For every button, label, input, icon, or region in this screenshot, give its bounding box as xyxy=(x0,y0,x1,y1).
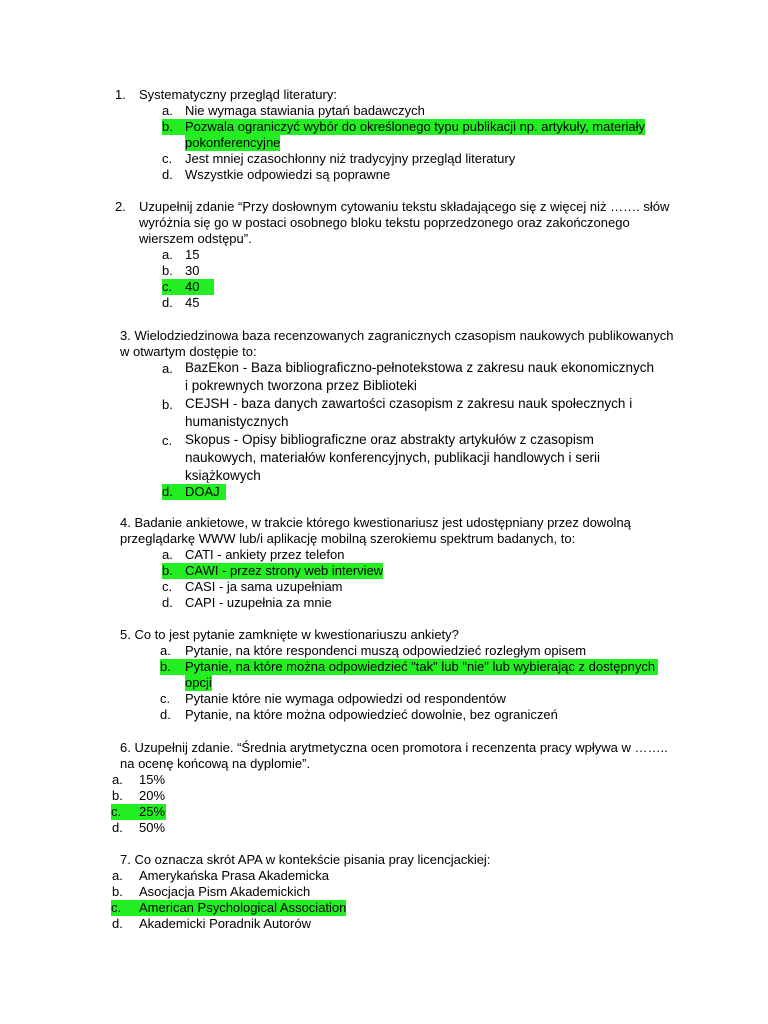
option-letter: c. xyxy=(162,579,173,594)
question-text: Systematyczny przegląd literatury: xyxy=(139,87,337,102)
question-text: 7. Co oznacza skrót APA w kontekście pisania pray licencjackiej: xyxy=(120,852,491,867)
option-text-correct: Pozwala ograniczyć wybór do określonego typu publikacji np. artykuły, materiały xyxy=(185,119,646,134)
option-text: humanistycznych xyxy=(185,414,289,429)
option-letter: c. xyxy=(162,151,173,166)
option-text: 50% xyxy=(139,820,166,835)
option-text: Pytanie, na które respondenci muszą odpowiedzieć rozległym opisem xyxy=(185,643,587,658)
option-text: Jest mniej czasochłonny niż tradycyjny przegląd literatury xyxy=(185,151,516,166)
option-text: Skopus - Opisy bibliograficzne oraz abstrakty artykułów z czasopism xyxy=(185,432,594,447)
question-text: w otwartym dostępie to: xyxy=(120,344,257,359)
question-text: Uzupełnij zdanie “Przy dosłownym cytowaniu tekstu składającego się z więcej niż ……. słów xyxy=(139,199,670,214)
option-letter-correct: c. xyxy=(162,279,185,295)
option-text: CASI - ja sama uzupełniam xyxy=(185,579,343,594)
option-letter-correct: b. xyxy=(162,119,183,135)
option-letter: a. xyxy=(112,868,123,883)
option-letter: d. xyxy=(162,295,173,310)
option-letter-correct: c. xyxy=(111,804,139,820)
option-letter: a. xyxy=(112,772,123,787)
option-text-correct: 25% xyxy=(139,804,166,819)
option-letter: a. xyxy=(162,103,173,118)
option-letter-correct: c. xyxy=(111,900,139,916)
option-text: CAPI - uzupełnia za mnie xyxy=(185,595,332,610)
question-text: na ocenę końcową na dyplomie”. xyxy=(120,756,311,771)
option-text: 30 xyxy=(185,263,200,278)
question-number: 1. xyxy=(115,87,126,102)
option-letter: a. xyxy=(162,547,173,562)
question-text: 5. Co to jest pytanie zamknięte w kwestionariuszu ankiety? xyxy=(120,627,459,642)
question-text: 3. Wielodziedzinowa baza recenzowanych zagranicznych czasopism naukowych publikowanych xyxy=(120,328,674,343)
option-text-correct: pokonferencyjne xyxy=(185,135,281,150)
option-text: BazEkon - Baza bibliograficzno-pełnotekstowa z zakresu nauk ekonomicznych xyxy=(185,360,654,375)
option-text: Amerykańska Prasa Akademicka xyxy=(139,868,330,883)
option-text: CATI - ankiety przez telefon xyxy=(185,547,345,562)
option-text: 15 xyxy=(185,247,200,262)
option-letter: d. xyxy=(112,916,123,931)
option-text: 45 xyxy=(185,295,200,310)
option-text: Nie wymaga stawiania pytań badawczych xyxy=(185,103,425,118)
option-letter-correct: b. xyxy=(160,659,185,675)
option-text: książkowych xyxy=(185,468,261,483)
option-text: Asocjacja Pism Akademickich xyxy=(139,884,311,899)
option-letter: c. xyxy=(160,691,171,706)
question-text: 4. Badanie ankietowe, w trakcie którego kwestionariusz jest udostępniany przez dowolną xyxy=(120,515,631,530)
option-text: Akademicki Poradnik Autorów xyxy=(139,916,311,931)
option-text: CEJSH - baza danych zawartości czasopism z zakresu nauk społecznych i xyxy=(185,396,633,411)
option-letter: b. xyxy=(112,788,123,803)
option-text-correct: American Psychological Association xyxy=(139,900,347,915)
option-letter: a. xyxy=(162,247,173,262)
question-text: wierszem odstępu”. xyxy=(139,231,252,246)
option-text: Wszystkie odpowiedzi są poprawne xyxy=(185,167,391,182)
option-text-correct: 40 xyxy=(185,279,214,295)
option-letter-correct: d. xyxy=(162,484,185,500)
option-text-correct: DOAJ xyxy=(185,484,226,500)
option-text: i pokrewnych tworzona przez Biblioteki xyxy=(185,378,417,393)
question-text: wyróżnia się go w postaci osobnego bloku tekstu poprzedzonego oraz zakończonego xyxy=(139,215,630,230)
option-letter: d. xyxy=(160,707,171,722)
question-text: przeglądarkę WWW lub/i aplikację mobilną szerokiemu spektrum badanych, to: xyxy=(120,531,576,546)
option-letter: d. xyxy=(162,595,173,610)
option-text: 15% xyxy=(139,772,166,787)
option-letter: b. xyxy=(162,397,173,412)
option-letter: a. xyxy=(160,643,171,658)
option-text-correct: opcji xyxy=(185,675,212,690)
option-letter: a. xyxy=(162,361,173,376)
option-letter: d. xyxy=(112,820,123,835)
option-letter: b. xyxy=(112,884,123,899)
option-text: Pytanie które nie wymaga odpowiedzi od respondentów xyxy=(185,691,506,706)
option-letter-correct: b. xyxy=(162,563,185,579)
question-text: 6. Uzupełnij zdanie. “Średnia arytmetyczna ocen promotora i recenzenta pracy wpływa w …….. xyxy=(120,740,668,755)
question-number: 2. xyxy=(115,199,126,214)
option-text: naukowych, materiałów konferencyjnych, publikacji handlowych i serii xyxy=(185,450,600,465)
option-letter: b. xyxy=(162,263,173,278)
option-text-correct: Pytanie, na które można odpowiedzieć "tak" lub "nie" lub wybierając z dostępnych xyxy=(185,659,658,675)
option-letter: d. xyxy=(162,167,173,182)
option-text-correct: CAWI - przez strony web interview xyxy=(185,563,384,578)
option-text: 20% xyxy=(139,788,166,803)
option-letter: c. xyxy=(162,433,173,448)
option-text: Pytanie, na które można odpowiedzieć dowolnie, bez ograniczeń xyxy=(185,707,558,722)
